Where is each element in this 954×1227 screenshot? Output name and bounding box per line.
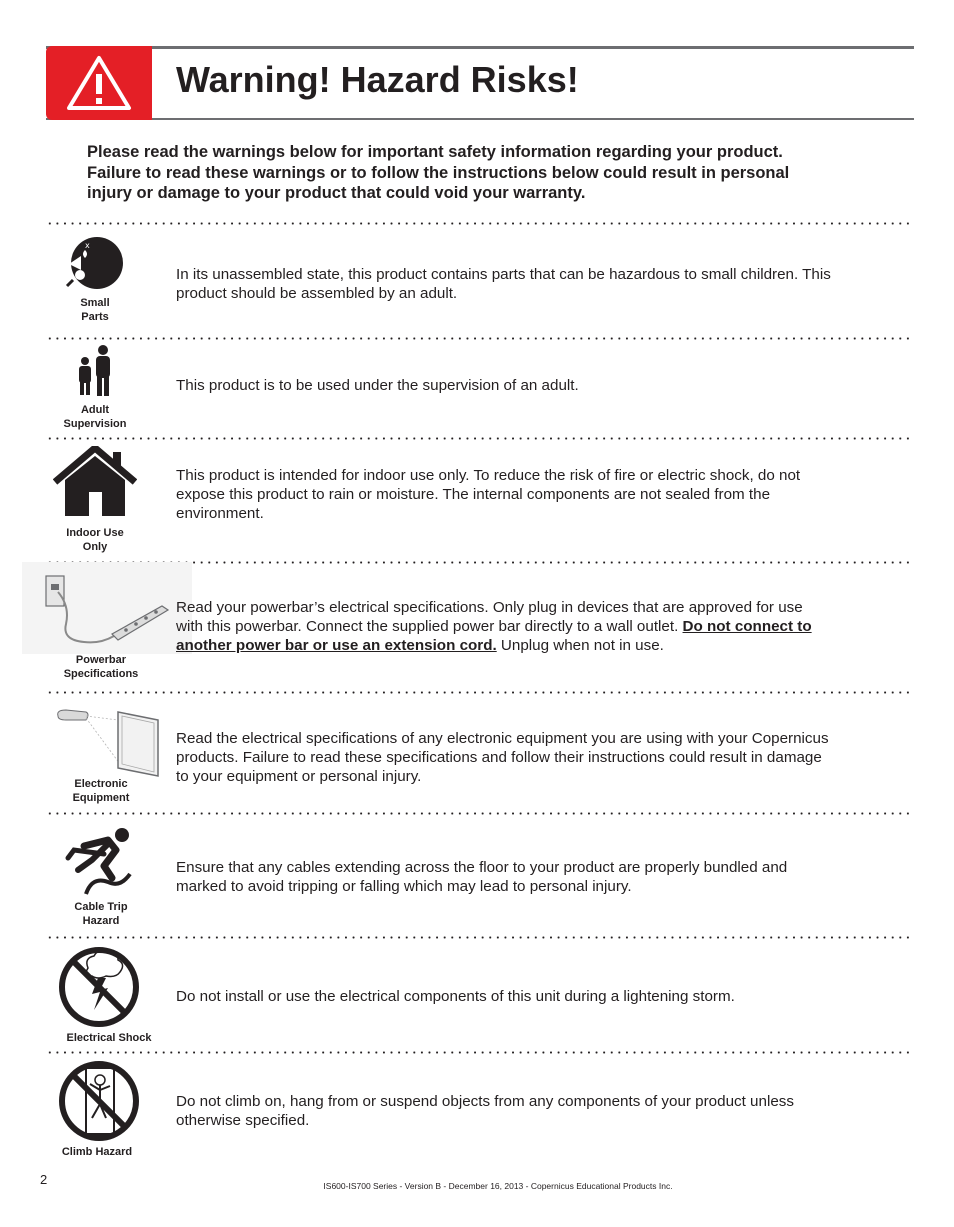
caption-small-parts: Small Parts bbox=[80, 297, 110, 323]
dotted-divider bbox=[46, 1051, 914, 1054]
intro-line: injury or damage to your product that could void your warranty. bbox=[87, 184, 586, 202]
warning-text: This product is intended for indoor use only. To reduce the risk of fire or electric shock, do not expose this product to rain or moisture. The internal components are not sealed from the environment. bbox=[176, 467, 801, 522]
caption-electronic-equipment: Electronic Equipment bbox=[72, 778, 130, 804]
page-number: 2 bbox=[40, 1172, 48, 1187]
intro-line: Please read the warnings below for important safety information regarding your product. bbox=[87, 143, 783, 161]
warning-text: Read the electrical specifications of any electronic equipment you are using with your Copernicus products. Failure to read these specifications and follow their instructions could result in damage to your equipment or personal injury. bbox=[176, 730, 829, 785]
electronic-equipment-icon bbox=[54, 706, 164, 778]
caption-indoor-use: Indoor Use Only bbox=[66, 527, 124, 553]
header-top-rule bbox=[46, 46, 914, 49]
dotted-divider bbox=[46, 337, 914, 340]
warning-triangle-icon bbox=[65, 54, 133, 112]
caption-climb-hazard: Climb Hazard bbox=[61, 1146, 133, 1158]
dotted-divider bbox=[46, 691, 914, 694]
page-header bbox=[46, 46, 914, 120]
warning-text: Do not climb on, hang from or suspend objects from any components of your product unless otherwise specified. bbox=[176, 1093, 794, 1129]
warning-badge bbox=[46, 46, 152, 120]
svg-text:x: x bbox=[85, 241, 90, 250]
warning-text: Do not install or use the electrical components of this unit during a lightening storm. bbox=[176, 988, 735, 1005]
dotted-divider bbox=[46, 222, 914, 225]
page-title: Warning! Hazard Risks! bbox=[176, 59, 579, 100]
cable-trip-icon bbox=[64, 826, 136, 896]
small-parts-icon bbox=[65, 236, 125, 294]
emphasis-warning: Do not connect to bbox=[682, 618, 812, 635]
adult-supervision-icon bbox=[75, 344, 115, 399]
electrical-shock-icon bbox=[58, 946, 140, 1028]
caption-adult-supervision: Adult Supervision bbox=[63, 404, 127, 430]
climb-hazard-icon bbox=[58, 1060, 140, 1142]
caption-electrical-shock: Electrical Shock bbox=[66, 1032, 152, 1044]
caption-powerbar: Powerbar Specifications bbox=[63, 654, 139, 680]
indoor-house-icon bbox=[53, 446, 137, 518]
warning-text: This product is to be used under the supervision of an adult. bbox=[176, 377, 579, 394]
intro-paragraph bbox=[87, 142, 887, 204]
powerbar-icon bbox=[22, 562, 192, 654]
warning-text: Read your powerbar’s electrical specifications. Only plug in devices that are approved for use with this powerbar. Connect the supplied power bar directly to a wall outlet. Do not connect to another power bar or use an extension cord. Unplug when not in use. bbox=[176, 599, 812, 654]
dotted-divider bbox=[46, 936, 914, 939]
dotted-divider bbox=[46, 812, 914, 815]
emphasis-warning: another power bar or use an extension cord. bbox=[176, 637, 497, 654]
intro-line: Failure to read these warnings or to follow the instructions below could result in personal bbox=[87, 163, 790, 182]
warning-text: Ensure that any cables extending across the floor to your product are properly bundled and marked to avoid tripping or falling which may lead to personal injury. bbox=[176, 859, 788, 895]
header-bottom-rule bbox=[46, 118, 914, 120]
warning-text: In its unassembled state, this product contains parts that can be hazardous to small children. This product should be assembled by an adult. bbox=[176, 266, 831, 302]
dotted-divider bbox=[46, 437, 914, 440]
caption-cable-trip: Cable Trip Hazard bbox=[74, 901, 128, 927]
footer-text: IS600-IS700 Series - Version B - December 16, 2013 - Copernicus Educational Products Inc. bbox=[323, 1181, 673, 1191]
